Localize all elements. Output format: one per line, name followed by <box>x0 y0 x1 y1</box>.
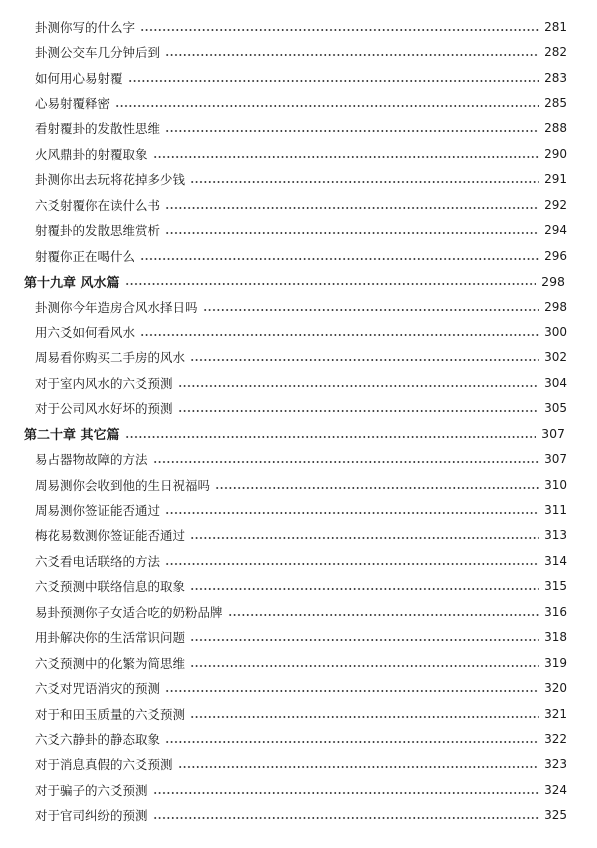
page-number: 296 <box>544 248 567 263</box>
dot-leader <box>165 206 539 210</box>
dot-leader <box>165 53 539 57</box>
dot-leader <box>165 740 539 744</box>
entry-title: 卦测你出去玩将花掉多少钱 <box>35 172 186 188</box>
page-number: 300 <box>544 324 567 339</box>
page-number: 291 <box>544 172 567 187</box>
entry-title: 梅花易数测你签证能否通过 <box>35 528 186 544</box>
toc-entry-row <box>0 218 597 243</box>
dot-leader <box>178 765 540 769</box>
toc-entry-row <box>0 141 597 166</box>
page-number: 310 <box>544 477 567 492</box>
entry-title: 易卦预测你子女适合吃的奶粉品牌 <box>35 604 223 620</box>
entry-title: 对于室内风水的六爻预测 <box>35 375 173 391</box>
page-number: 281 <box>544 19 567 34</box>
table-of-contents <box>0 14 597 828</box>
toc-entry-row <box>0 294 597 319</box>
dot-leader <box>190 358 539 362</box>
entry-title: 六爻预测中联络信息的取象 <box>35 579 186 595</box>
toc-entry-row <box>0 701 597 726</box>
entry-title: 看射覆卦的发散性思维 <box>35 121 161 137</box>
toc-entry-row <box>0 345 597 370</box>
page-number: 322 <box>544 731 567 746</box>
chapter-heading-row <box>0 268 597 293</box>
page-number: 311 <box>544 503 567 518</box>
dot-leader <box>115 104 539 108</box>
page-number: 321 <box>544 706 567 721</box>
toc-entry-row <box>0 14 597 39</box>
toc-entry-row <box>0 65 597 90</box>
entry-title: 六爻六静卦的静态取象 <box>35 731 161 747</box>
entry-title: 易占器物故障的方法 <box>35 452 148 468</box>
dot-leader <box>165 689 539 693</box>
dot-leader <box>165 511 539 515</box>
toc-entry-row <box>0 90 597 115</box>
toc-entry-row <box>0 116 597 141</box>
entry-title: 周易测你签证能否通过 <box>35 503 161 519</box>
chapter-title: 第十九章 风水篇 <box>24 275 120 291</box>
dot-leader <box>128 79 540 83</box>
entry-title: 卦测公交车几分钟后到 <box>35 45 161 61</box>
page-number: 315 <box>544 579 567 594</box>
toc-entry-row <box>0 599 597 624</box>
dot-leader <box>190 536 539 540</box>
dot-leader <box>153 155 540 159</box>
page-number: 307 <box>544 452 567 467</box>
toc-entry-row <box>0 319 597 344</box>
toc-entry-row <box>0 446 597 471</box>
dot-leader <box>228 613 540 617</box>
toc-entry-row <box>0 370 597 395</box>
entry-title: 心易射覆释密 <box>35 96 111 112</box>
entry-title: 对于和田玉质量的六爻预测 <box>35 706 186 722</box>
dot-leader <box>165 231 539 235</box>
dot-leader <box>190 664 539 668</box>
entry-title: 对于骗子的六爻预测 <box>35 782 148 798</box>
toc-entry-row <box>0 574 597 599</box>
toc-entry-row <box>0 396 597 421</box>
toc-entry-row <box>0 523 597 548</box>
dot-leader <box>165 129 539 133</box>
dot-leader <box>153 816 540 820</box>
toc-entry-row <box>0 777 597 802</box>
toc-entry-row <box>0 548 597 573</box>
dot-leader <box>215 486 539 490</box>
dot-leader <box>153 791 540 795</box>
entry-title: 对于官司纠纷的预测 <box>35 808 148 824</box>
dot-leader <box>190 180 539 184</box>
page-number: 324 <box>544 782 567 797</box>
entry-title: 卦测你写的什么字 <box>35 19 136 35</box>
dot-leader <box>140 333 539 337</box>
toc-entry-row <box>0 650 597 675</box>
page-number: 304 <box>544 375 567 390</box>
page-number: 302 <box>544 350 567 365</box>
page-number: 285 <box>544 96 567 111</box>
page-number: 325 <box>544 808 567 823</box>
page-number: 294 <box>544 223 567 238</box>
entry-title: 周易看你购买二手房的风水 <box>35 350 186 366</box>
chapter-title: 第二十章 其它篇 <box>24 428 120 444</box>
page-number: 307 <box>541 426 565 442</box>
page-number: 298 <box>544 299 567 314</box>
entry-title: 用卦解决你的生活常识问题 <box>35 630 186 646</box>
toc-entry-row <box>0 472 597 497</box>
chapter-heading-row <box>0 421 597 446</box>
page-number: 314 <box>544 553 567 568</box>
entry-title: 火风鼎卦的射覆取象 <box>35 146 148 162</box>
page-number: 283 <box>544 70 567 85</box>
entry-title: 用六爻如何看风水 <box>35 324 136 340</box>
toc-entry-row <box>0 167 597 192</box>
toc-entry-row <box>0 752 597 777</box>
toc-entry-row <box>0 803 597 828</box>
toc-entry-row <box>0 39 597 64</box>
entry-title: 六爻预测中的化繁为简思维 <box>35 655 186 671</box>
toc-entry-row <box>0 675 597 700</box>
entry-title: 如何用心易射覆 <box>35 70 123 86</box>
entry-title: 六爻看电话联络的方法 <box>35 553 161 569</box>
dot-leader <box>190 638 539 642</box>
entry-title: 射覆你正在喝什么 <box>35 248 136 264</box>
page-number: 298 <box>541 273 565 289</box>
page-number: 319 <box>544 655 567 670</box>
dot-leader <box>140 257 539 261</box>
page-number: 288 <box>544 121 567 136</box>
entry-title: 对于公司风水好坏的预测 <box>35 401 173 417</box>
toc-entry-row <box>0 192 597 217</box>
dot-leader <box>190 587 539 591</box>
page-number: 290 <box>544 146 567 161</box>
entry-title: 六爻射覆你在读什么书 <box>35 197 161 213</box>
dot-leader <box>153 460 540 464</box>
dot-leader <box>125 282 537 286</box>
page-number: 320 <box>544 681 567 696</box>
page-number: 292 <box>544 197 567 212</box>
toc-entry-row <box>0 726 597 751</box>
dot-leader <box>178 409 540 413</box>
toc-entry-row <box>0 625 597 650</box>
page-number: 318 <box>544 630 567 645</box>
toc-entry-row <box>0 497 597 522</box>
page-number: 313 <box>544 528 567 543</box>
entry-title: 对于消息真假的六爻预测 <box>35 757 173 773</box>
toc-entry-row <box>0 243 597 268</box>
dot-leader <box>203 308 540 312</box>
dot-leader <box>140 28 539 32</box>
page-number: 305 <box>544 401 567 416</box>
entry-title: 周易测你会收到他的生日祝福吗 <box>35 477 211 493</box>
dot-leader <box>165 562 539 566</box>
dot-leader <box>125 435 537 439</box>
dot-leader <box>178 384 540 388</box>
dot-leader <box>190 715 539 719</box>
entry-title: 卦测你今年造房合风水择日吗 <box>35 299 198 315</box>
page-number: 282 <box>544 45 567 60</box>
entry-title: 六爻对咒语消灾的预测 <box>35 681 161 697</box>
page-number: 323 <box>544 757 567 772</box>
page-number: 316 <box>544 604 567 619</box>
entry-title: 射覆卦的发散思维赏析 <box>35 223 161 239</box>
